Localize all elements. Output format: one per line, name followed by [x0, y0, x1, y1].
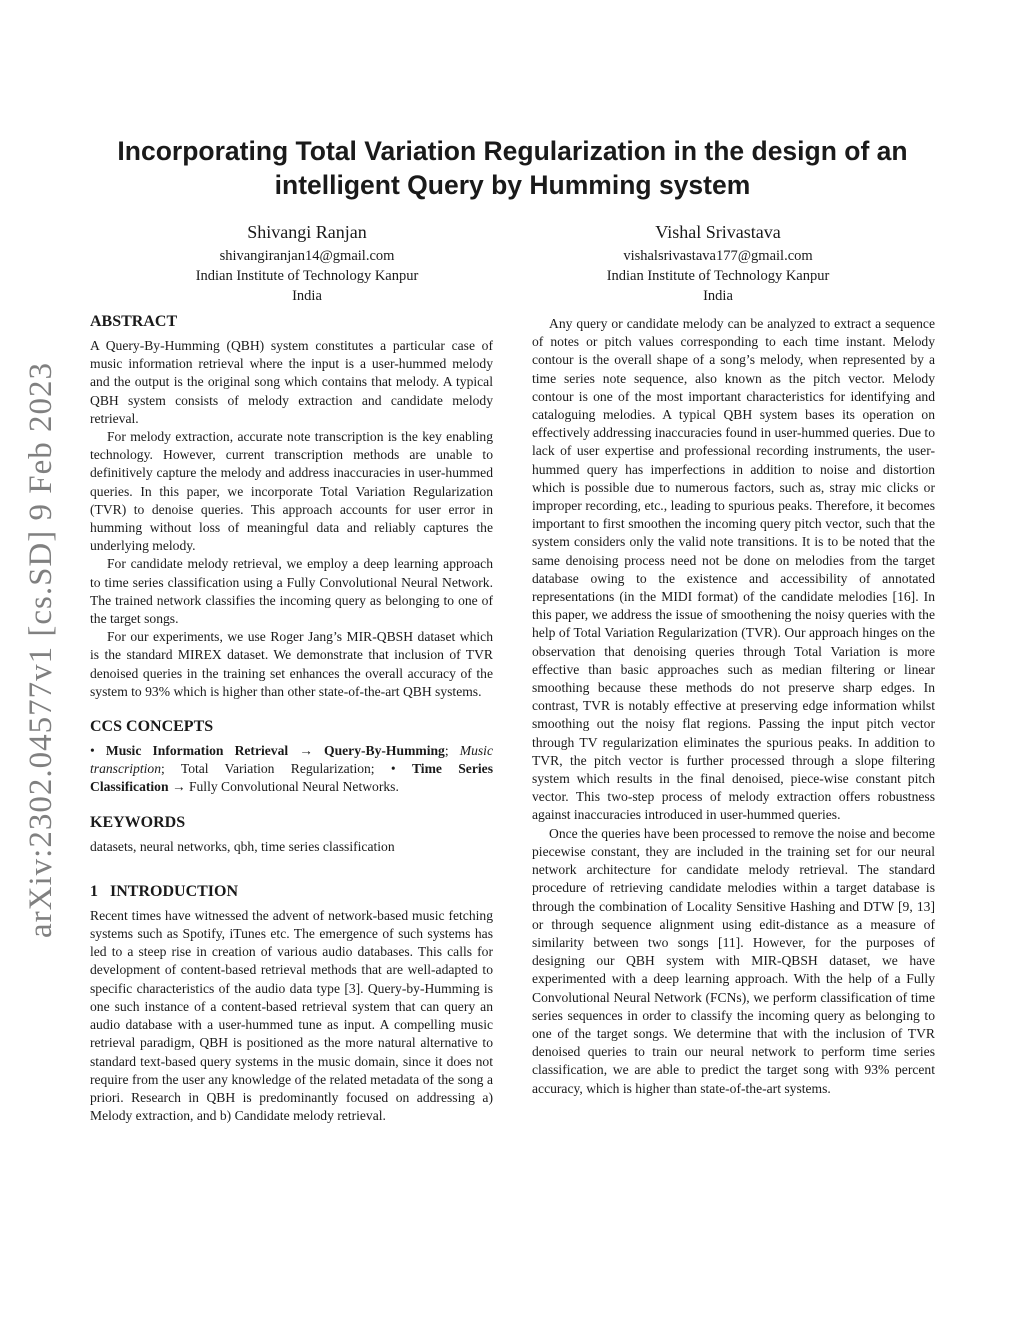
- abstract-section: [90, 312, 493, 701]
- ccs-concepts-text: • Music Information Retrieval → Query-By-Humming; Music transcription; Total Variation Regularization; • Time Series Classification → Fully Convolutional Neural Networks.: [90, 743, 493, 795]
- keywords-section: [90, 813, 493, 856]
- author-affiliation: Indian Institute of Technology Kanpur: [606, 268, 830, 284]
- introduction-paragraph: Once the queries have been processed to remove the noise and become piecewise constant, they are included in the training set for our neural network architecture for candidate melody retrieval. The standard procedure of retrieving candidate melodies within a target database is through the combination of Locality Sensitive Hashing and DTW [9, 13] or through sequence alignment using edit-distance as a measure of similarity between two songs [11]. However, for the purposes of designing our QBH system with MIR-QBSH dataset, we have experimented with a deep learning approach. With the help of a Fully Convolutional Neural Network (FCNs), we perform classification of time series sequences in order to classify the incoming query as belonging to one of the target songs. We determine that with the inclusion of TVR denoised queries to train our neural network to perform time series classification, we are able to predict the target song with 93% percent accuracy, which is higher than state-of-the-art systems.: [532, 825, 935, 1096]
- introduction-section: [90, 882, 493, 1125]
- author-country: India: [292, 288, 322, 304]
- introduction-paragraph: Recent times have witnessed the advent of network-based music fetching systems such as Spotify, iTunes etc. The emergence of such systems has led to a steep rise in creation of various audio databases. This calls for development of content-based retrieval methods that are well-adapted to specific characteristics of the audio data type [3]. Query-by-Humming is one such instance of a content-based retrieval system that can query an audio database with a user-hummed tune as input. A compelling music retrieval paradigm, QBH is positioned as the more natural alternative to standard text-based query systems in the music domain, since it does not require from the user any knowledge of the related metadata of the song a priori. Research in QBH is predominantly focused on addressing a) Melody extraction, and b) Candidate melody retrieval.: [90, 907, 493, 1124]
- left-column: [90, 312, 493, 1125]
- right-column: [532, 315, 935, 1098]
- abstract-paragraph: For melody extraction, accurate note transcription is the key enabling technology. However, current transcription methods are unable to definitively capture the melody and address inaccuracies in user-hummed queries. In this paper, we incorporate Total Variation Regularization (TVR) to denoise queries. This approach accounts for user error in humming without loss of meaningful data and reliably captures the underlying melody.: [90, 429, 493, 554]
- keywords-text: datasets, neural networks, qbh, time series classification: [90, 838, 395, 854]
- abstract-heading: ABSTRACT: [90, 313, 178, 330]
- arxiv-identifier: arXiv:2302.04577v1 [cs.SD] 9 Feb 2023: [22, 362, 59, 938]
- author-block-2: [548, 220, 888, 306]
- ccs-concepts-heading: CCS CONCEPTS: [90, 718, 214, 736]
- introduction-paragraph: Any query or candidate melody can be analyzed to extract a sequence of notes or pitch values corresponding to each time instant. Melody contour is the overall shape of a song’s melody, when represented by a time series note sequence, also known as the pitch vector. Melody contour is one of the most important characteristics for identifying and cataloguing melodies. A typical QBH system bases its operation on effectively addressing inaccuracies found in user-hummed queries. Due to lack of user expertise and professional recording instruments, the user-hummed query has imperfections in addition to noise and distortion which is possible due to numerous factors, such as, stray mic clicks or improper recording, etc., leading to spurious peaks. Therefore, it becomes important to first smoothen the incoming query pitch vector, such that the system considers only the valid note transitions. It is to be noted that the same denoising process need not be done on melodies from the target database owing to the existence and accessibility of annotated representations (in the MIDI format) of the candidate melodies [16]. In this paper, we address the issue of smoothening the noisy queries with the help of Total Variation Regularization (TVR). Our approach hinges on the observation that denoising queries through Total Variation is more effective than basic approaches such as median filtering or linear smoothing because these methods do not preserve sharp edges. In contrast, TVR is notably effective at preserving edge information whilst smoothing out the noisy flat regions. Passing the input pitch vector through TV regularization eliminates the spurious peaks. In addition to TVR, the pitch vector is further processed through a slope filtering system which results in the final denoised, piece-wise constant pitch vector. This two-step process of melody extraction offers robustness against inaccuracies introduced in user-hummed queries.: [532, 316, 935, 823]
- abstract-paragraph: For candidate melody retrieval, we employ a deep learning approach to time series classification using a Fully Convolutional Neural Network. The trained network classifies the incoming query as belonging to one of the target songs.: [90, 556, 493, 627]
- keywords-heading: KEYWORDS: [90, 813, 186, 831]
- author-name: Vishal Srivastava: [655, 222, 781, 242]
- author-email: shivangiranjan14@gmail.com: [219, 248, 395, 264]
- author-block-1: [137, 220, 477, 306]
- abstract-paragraph: A Query-By-Humming (QBH) system constitutes a particular case of music information retrieval where the input is a user-hummed melody and the output is the original song which contains that melody. A typical QBH system consists of melody extraction and candidate melody retrieval.: [90, 338, 493, 426]
- author-affiliation: Indian Institute of Technology Kanpur: [195, 268, 419, 284]
- paper-title: Incorporating Total Variation Regularization in the design of an intelligent Query by Humming system: [117, 136, 908, 200]
- author-name: Shivangi Ranjan: [247, 222, 367, 242]
- introduction-heading: 1 INTRODUCTION: [90, 882, 239, 900]
- ccs-concepts-section: [90, 717, 493, 797]
- abstract-paragraph: For our experiments, we use Roger Jang’s MIR-QBSH dataset which is the standard MIREX dataset. We demonstrate that inclusion of TVR denoised queries in the training set enhances the overall accuracy of the system to 93% which is higher than other state-of-the-art QBH systems.: [90, 629, 493, 699]
- author-country: India: [703, 288, 733, 304]
- author-email: vishalsrivastava177@gmail.com: [623, 248, 813, 264]
